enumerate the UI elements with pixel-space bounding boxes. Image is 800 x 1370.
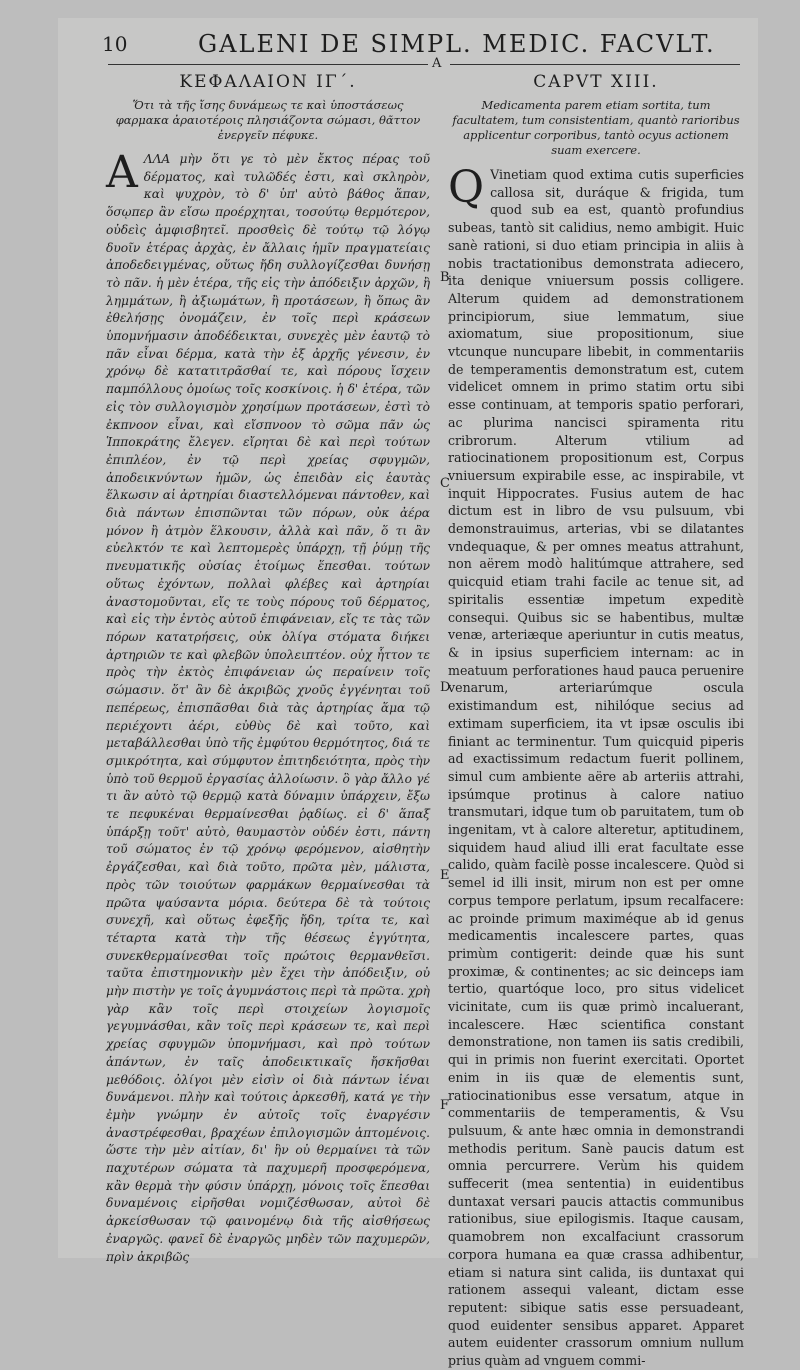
latin-body (448, 162, 744, 1370)
latin-chapter-summary: Medicamenta parem etiam sortita, tum facultatem, tum consistentiam, quantò rarioribus applicentur corporibus, tantò ocyus actionem suam exercere. (452, 98, 740, 157)
latin-dropcap: Q (448, 162, 485, 213)
greek-column (106, 72, 430, 1266)
greek-chapter-summary: Ὅτι τὰ τῆς ἴσης δυνάμεως τε καὶ ὑποστάσεως φαρμακα ἀραιοτέροις πλησιάζοντα σώμασι, θᾶττον ἐνεργεῖν πέφυκε. (115, 98, 421, 142)
running-head (58, 18, 758, 58)
latin-column (448, 72, 744, 1370)
running-title: GALENI DE SIMPL. MEDIC. FACVLT. (198, 30, 716, 58)
margin-marker-b: B (440, 270, 450, 285)
margin-marker-e: E (440, 868, 450, 883)
book-page (58, 18, 758, 1369)
latin-body-text: Vinetiam quod extima cutis superficies callosa sit, duráque & frigida, tum quod sub ea est, quantò profundius subeas, tantò sit calidius, nemo ambigit. Huic sanè rationi, si duo etiam principia in aliis à nobis tractationibus demonstrata adiecero, ita denique vniuersum possis colligere. Alterum quidem ad demonstrationem principiorum, siue lemmatum, siue axiomatum, siue propositionum, siue vtcunque nuncupare libebit, in commentariis de temperamentis demonstratum est, cutem videlicet omnem in primo statim ortu sibi esse continuam, at temporis spatio perforari, ac plurima nancisci spiramenta ritu cribrorum. Alterum vtilium ad ratiocinationem propositionum est, Corpus vniuersum expirabile esse, ac inspirabile, vt inquit Hippocrates. Fusius autem de hac dictum est in libro de vsu pulsuum, vbi demonstrauimus, arterias, vbi se dilatantes vndequaque, & per omnes meatus attrahunt, non aërem modò halitúmque attrahere, sed quicquid etiam trahi facile ac tenue sit, ad spiritalis essentiæ impetum expeditè consequi. Quibus sic se habentibus, multæ venæ, arteriæque aperiuntur in cutis meatus, & in ipsius superficiem internam: ac in meatuum perforationes haud pauca peruenire venarum, arteriarúmque oscula existimandum est, nihilóque secius ad extimam superficiem, ita vt ipsæ osculis ibi finiant ac terminentur. Tum quicquid piperis ad exactissimum redactum fuerit pollinem, simul cum ambiente aëre ab arteriis attrahi, ipsúmque protinus à calore natiuo transmutari, idque tum ob paruitatem, tum ob ingenitam, vt à calore alteretur, aptitudinem, siquidem haud aliud illi erat facultate esse calido, quàm facilè posse incalescere. Quòd si semel id illi insit, mirum non est per omne corpus tempore perlatum, ipsum recalfacere: ac proinde primum maximéque ab id genus medicamentis incalescere partes, quas primùm contigerit: deinde quæ his sunt proximæ, & continentes; ac sic deinceps iam tertio, quartóque loco, pro situs videlicet vicinitate, cum iis quæ primò incaluerant, incalescere. Hæc scientifica constant demonstratione, non tamen iis satis credibili, qui in primis non fuerint exercitati. Oportet enim in iis quæ de elementis sunt, ratiocinationibus esse versatum, atque in commentariis de temperamentis, & Vsu pulsuum, & ante hæc omnia in demonstrandi methodis peritum. Sanè paucis datum est omnia percurrere. Verùm his quidem suffecerit (mea sententia) in euidentibus duntaxat versari paucis attactis communibus rationibus, siue epilogismis. Itaque causam, quamobrem non excalfaciunt crassorum corpora humana ea quæ crassa adhibentur, etiam si natura sint calida, iis duntaxat qui rationem assequi valeant, dictam esse reputent: sibique satis esse persuadeant, quod euidenter sensibus apparet. Apparet autem euidenter crassorum omnium nullum prius quàm ad vnguem commi- (448, 167, 744, 1369)
greek-chapter-title: ΚΕΦΑΛΑΙΟΝ ΙΓ΄. (179, 72, 357, 92)
greek-body-text: ΛΛΑ μὴν ὅτι γε τὸ μὲν ἔκτος πέρας τοῦ δέρματος, καὶ τυλῶδές ἐστι, καὶ σκληρὸν, καὶ ψυχρὸν, τὸ δ' ὑπ' αὐτὸ βάθος ἅπαν, ὅσῳπερ ἂν εἴσω προέρχηται, τοσούτῳ θερμότερον, οὐδεὶς ἀμφισβητεῖ. προσθεὶς δὲ τούτῳ τῷ λόγῳ δυοῖν ἑτέρας ἀρχὰς, ἐν ἄλλαις ἡμῖν πραγματείαις ἀποδεδειγμένας, οὕτως ἤδη συλλογίζεσθαι δυνήσῃ τὸ πᾶν. ἡ μὲν ἑτέρα, τῆς εἰς τὴν ἀπόδειξιν ἀρχῶν, ἢ λημμάτων, ἢ ἀξιωμάτων, ἢ προτάσεων, ἢ ὅπως ἂν ἐθελήσῃς ὀνομάζειν, ἐν τοῖς περὶ κράσεων ὑπομνήμασιν ἀποδέδεικται, συνεχὲς μὲν ἑαυτῷ τὸ πᾶν εἶναι δέρμα, κατὰ τὴν ἐξ ἀρχῆς γένεσιν, ἐν χρόνῳ δὲ κατατιτρᾶσθαί τε, καὶ πόρους ἴσχειν παμπόλλους ὁμοίως τοῖς κοσκίνοις. ἡ δ' ἑτέρα, τῶν εἰς τὸν συλλογισμὸν χρησίμων προτάσεων, ἐστὶ τὸ ἐκπνοον εἶναι, καὶ εἴσπνοον τὸ σῶμα πᾶν ὡς Ἱπποκράτης ἔλεγεν. εἴρηται δὲ καὶ περὶ τούτων ἐπιπλέον, ἐν τῷ περὶ χρείας σφυγμῶν, ἀποδεικνύντων ἡμῶν, ὡς ἐπειδὰν εἰς ἑαυτὰς ἕλκωσιν αἱ ἀρτηρίαι διαστελλόμεναι πάντοθεν, καὶ διὰ πάντων ἐπισπῶνται τῶν πόρων, οὐκ ἀέρα μόνον ἢ ἀτμὸν ἕλκουσιν, ἀλλὰ καὶ πᾶν, ὅ τι ἂν εὐελκτόν τε καὶ λεπτομερὲς ὑπάρχῃ, τῇ ῥύμῃ τῆς πνευματικῆς οὐσίας ἑτοίμως ἕπεσθαι. τούτων οὕτως ἐχόντων, πολλαὶ φλέβες καὶ ἀρτηρίαι ἀναστομοῦνται, εἴς τε τοὺς πόρους τοῦ δέρματος, καὶ εἰς τὴν ἐντὸς αὐτοῦ ἐπιφάνειαν, εἴς τε τὰς τῶν πόρων κατατρήσεις, οὐκ ὀλίγα στόματα διήκει ἀρτηριῶν τε καὶ φλεβῶν ὑπολειπτέον. οὐχ ἧττον τε πρὸς τὴν ἐκτὸς ἐπιφάνειαν ὡς περαίνειν τοῖς σώμασιν. ὅτ' ἂν δὲ ἀκριβῶς χνοῦς ἐγγένηται τοῦ πεπέρεως, ἐπισπᾶσθαι διὰ τὰς ἀρτηρίας ἅμα τῷ περιέχοντι ἀέρι, εὐθὺς δὲ καὶ τοῦτο, καὶ μεταβάλλεσθαι ὑπὸ τῆς ἐμφύτου θερμότητος, διά τε σμικρότητα, καὶ σύμφυτον ἐπιτηδειότητα, πρὸς τὴν ὑπὸ τοῦ θερμοῦ ἐργασίας ἀλλοίωσιν. ὃ γὰρ ἄλλο γέ τι ἂν αὐτὸ τῷ θερμῷ κατὰ δύναμιν ὑπάρχειν, ἔξω τε πεφυκέναι θερμαίνεσθαι ῥᾳδίως. εἰ δ' ἅπαξ ὑπάρξῃ τοῦτ' αὐτὸ, θαυμαστὸν οὐδέν ἐστι, πάντη τοῦ σώματος ἐν τῷ χρόνῳ φερόμενον, αἰσθητὴν ἐργάζεσθαι, καὶ διὰ τοῦτο, πρῶτα μὲν, μάλιστα, πρὸς τῶν τοιούτων φαρμάκων θερμαίνεσθαι τὰ πρῶτα ψαύσαντα μόρια. δεύτερα δὲ τὰ τούτοις συνεχῆ, καὶ οὕτως ἐφεξῆς ἤδη, τρίτα τε, καὶ τέταρτα κατὰ τὴν τῆς θέσεως ἐγγύτητα, συνεκθερμαίνεσθαι τοῖς πρώτοις θερμανθεῖσι. ταῦτα ἐπιστημονικὴν μὲν ἔχει τὴν ἀπόδειξιν, οὐ μὴν πιστὴν γε τοῖς ἀγυμνάστοις περὶ τὰ πρῶτα. χρὴ γὰρ κἂν τοῖς περὶ στοιχείων λογισμοῖς γεγυμνάσθαι, κἂν τοῖς περὶ κράσεων τε, καὶ περὶ χρείας σφυγμῶν ὑπομνήμασι, καὶ πρὸ τούτων ἁπάντων, ἐν ταῖς ἀποδεικτικαῖς ἤσκῆσθαι μεθόδοις. ὀλίγοι μὲν εἰσὶν οἱ διὰ πάντων ἰέναι δυνάμενοι. πλὴν καὶ τούτοις ἀρκεσθῆ, κατά γε τὴν ἐμὴν γνώμην ἐν αὐτοῖς τοῖς ἐναργέσιν ἀναστρέφεσθαι, βραχέων ἐπιλογισμῶν ἁπτομένοις. ὥστε τὴν μὲν αἰτίαν, δι' ἣν οὐ θερμαίνει τὰ τῶν παχυτέρων σώματα τὰ παχυμερῆ προσφερόμενα, κἂν θερμὰ τὴν φύσιν ὑπάρχῃ, μόνοις τοῖς ἕπεσθαι δυναμένοις εἰρῆσθαι νομιζέσθωσαν, αὐτοὶ δὲ ἀρκείσθωσαν τῷ φαινομένῳ διὰ τῆς αἰσθήσεως ἐναργῶς. φανεῖ δὲ ἐναργῶς μηδὲν τῶν παχυμερῶν, πρὶν ἀκριβῶς (106, 152, 430, 1264)
latin-chapter-title: CAPVT XIII. (533, 72, 659, 92)
header-rule-left (108, 64, 428, 65)
margin-marker-c: C (440, 476, 450, 491)
margin-marker-f: F (440, 1098, 450, 1113)
greek-body (106, 147, 430, 1266)
margin-marker-d: D (440, 680, 451, 695)
header-rule-right (450, 64, 740, 65)
page-number: 10 (102, 32, 128, 56)
margin-marker-a: A (432, 56, 442, 71)
greek-dropcap: Α (106, 147, 138, 198)
